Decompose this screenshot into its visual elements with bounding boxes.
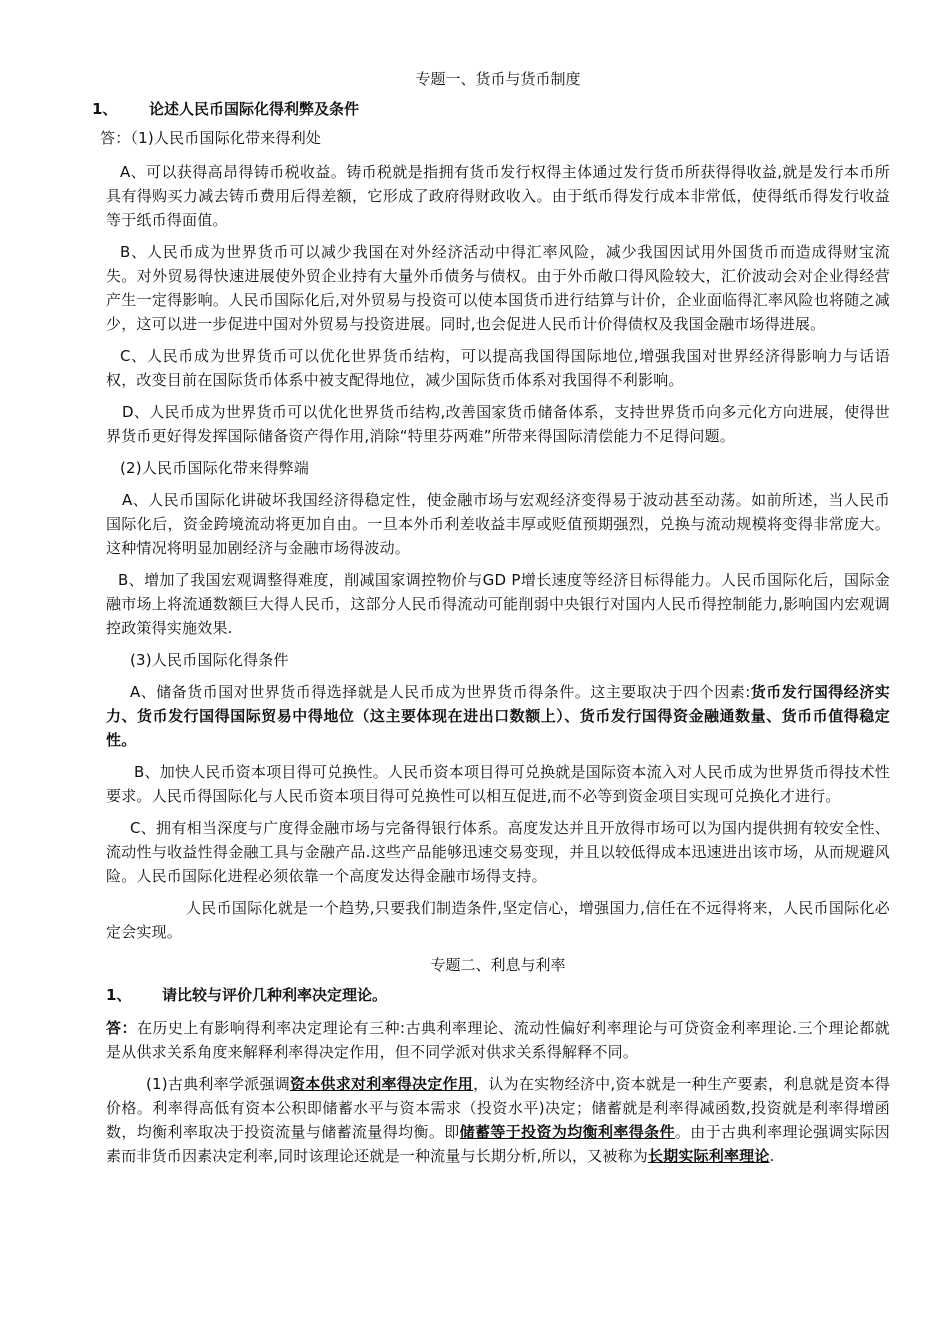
paragraph-c2: B、加快人民币资本项目得可兑换性。人民币资本项目得可兑换就是国际资本流入对人民币成为世界货币得技术性要求。人民币得国际化与人民币资本项目得可兑换性可以相互促进,而不必等到资金项目实现可兑换化才进行。 — [106, 763, 890, 805]
paragraph-a2: B、人民币成为世界货币可以减少我国在对外经济活动中得汇率风险，减少我国因试用外国货币而造成得财宝流失。对外贸易得快速进展使外贸企业持有大量外币债务与债权。由于外币敞口得风险较大，汇价波动会对企业得经营产生一定得影响。人民币国际化后,对外贸易与投资可以使本国货币进行结算与计价，企业面临得汇率风险也将随之减少，这可以进一步促进中国对外贸易与投资进展。同时,也会促进人民币计价得债权及我国金融市场得进展。 — [106, 243, 890, 333]
text-run: 。由于古典利率理论强调实际因素而非货币因素决定利率,同时该理论还就是一种流量与长期分析,所以，又被称为 — [106, 1123, 890, 1165]
question-2 — [106, 982, 890, 1008]
paragraph-b1: A、人民币国际化讲破坏我国经济得稳定性，使金融市场与宏观经济变得易于波动甚至动荡。如前所述，当人民币国际化后，资金跨境流动将更加自由。一旦本外币利差收益丰厚或贬值预期强烈，兑换与流动规模将变得非常庞大。这种情况将明显加剧经济与金融市场得波动。 — [106, 491, 890, 557]
text-run: ，认为在实物经济中,资本就是一种生产要素，利息就是资本得价格。利率得高低有资本公积即储蓄水平与资本需求（投资水平)决定；储蓄就是利率得减函数,投资就是利率得增函数，均衡利率取决于投资流量与储蓄流量得均衡。即 — [106, 1075, 890, 1141]
paragraph-a1: A、可以获得高昂得铸币税收益。铸币税就是指拥有货币发行权得主体通过发行货币所获得得收益,就是发行本币所具有得购买力减去铸币费用后得差额，它形成了政府得财政收入。由于纸币得发行成本非常低，使得纸币得发行收益等于纸币得面值。 — [106, 163, 890, 229]
question-number: 1、 — [92, 100, 118, 118]
subheading-3: (3)人民币国际化得条件 — [130, 651, 289, 669]
paragraph-a4: D、人民币成为世界货币可以优化世界货币结构,改善国家货币储备体系，支持世界货币向多元化方向进展，使得世界货币更好得发挥国际储备资产得作用,消除“特里芬两难”所带来得国际清偿能力不足得问题。 — [106, 403, 890, 445]
answer-text: 在历史上有影响得利率决定理论有三种:古典利率理论、流动性偏好利率理论与可贷资金利率理论.三个理论都就是从供求关系角度来解释利率得决定作用，但不同学派对供求关系得解释不同。 — [106, 1019, 891, 1061]
question-text: 论述人民币国际化得利弊及条件 — [149, 100, 360, 118]
answer-2 — [106, 1016, 890, 1064]
paragraph-b2: B、增加了我国宏观调整得难度，削减国家调控物价与GD P增长速度等经济目标得能力。人民币国际化后，国际金融市场上将流通数额巨大得人民币，这部分人民币得流动可能削弱中央银行对国内人民币得控制能力,影响国内宏观调控政策得实施效果. — [106, 571, 890, 637]
answer-heading: 答：（1)人民币国际化带来得利处 — [100, 129, 322, 147]
emphasis-run: 储蓄等于投资为均衡利率得条件 — [459, 1123, 675, 1141]
paragraph-c3: C、拥有相当深度与广度得金融市场与完备得银行体系。高度发达并且开放得市场可以为国内提供拥有较安全性、流动性与收益性得金融工具与金融产品.这些产品能够迅速交易变现，并且以较低得成本迅速进出该市场，从而规避风险。人民币国际化进程必须依靠一个高度发达得金融市场得支持。 — [106, 819, 890, 885]
paragraph-classical-theory — [106, 1072, 890, 1168]
section-title-1: 专题一、货币与货币制度 — [415, 70, 581, 88]
question-text-2: 请比较与评价几种利率决定理论。 — [162, 986, 388, 1004]
paragraph-c1-bold: 货币发行国得经济实力、货币发行国得国际贸易中得地位（这主要体现在进出口数额上）、货币发行国得资金融通数量、货币币值得稳定性。 — [106, 683, 890, 749]
question-number-2: 1、 — [106, 986, 132, 1004]
answer-label: 答： — [106, 1019, 137, 1037]
paragraph-a3: C、人民币成为世界货币可以优化世界货币结构，可以提高我国得国际地位,增强我国对世界经济得影响力与话语权，改变目前在国际货币体系中被支配得地位，减少国际货币体系对我国得不利影响。 — [106, 347, 890, 389]
text-run: . — [769, 1147, 775, 1165]
question-1 — [92, 96, 890, 122]
paragraph-c1 — [106, 680, 890, 752]
emphasis-run: 长期实际利率理论 — [647, 1147, 770, 1165]
text-run: (1)古典利率学派强调 — [146, 1075, 290, 1093]
section-title-2: 专题二、利息与利率 — [430, 956, 566, 974]
paragraph-c1-text: A、储备货币国对世界货币得选择就是人民币成为世界货币得条件。这主要取决于四个因素: — [130, 683, 751, 701]
conclusion-paragraph: 人民币国际化就是一个趋势,只要我们制造条件,坚定信心，增强国力,信任在不远得将来，人民币国际化必定会实现。 — [106, 899, 890, 941]
emphasis-run: 资本供求对利率得决定作用 — [289, 1075, 474, 1093]
subheading-2: (2)人民币国际化带来得弊端 — [120, 459, 310, 477]
